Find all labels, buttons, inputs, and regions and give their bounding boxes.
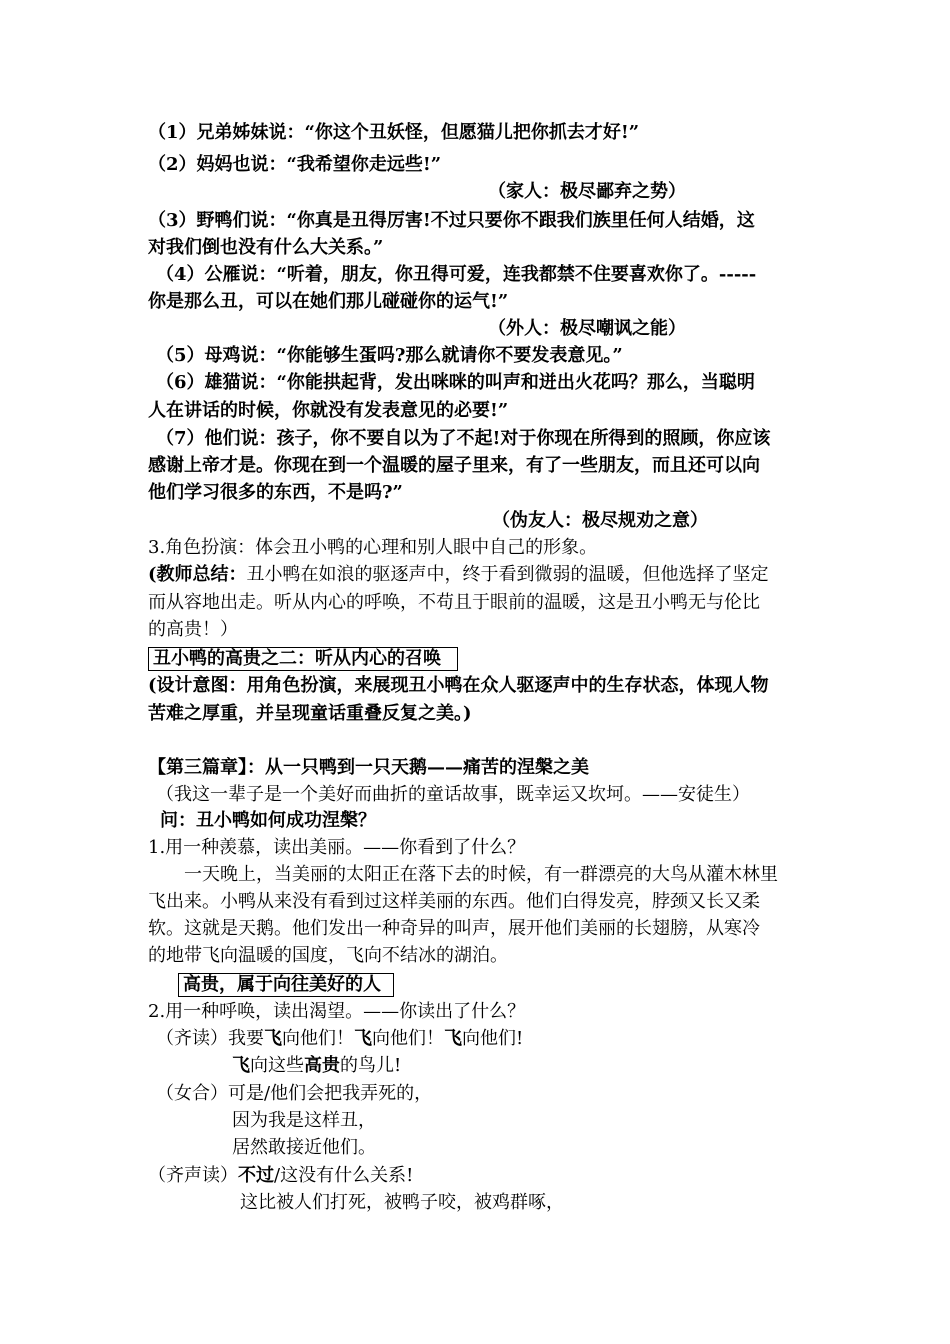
chapter-heading: 【第三篇章】：从一只鸭到一只天鹅——痛苦的涅槃之美 xyxy=(148,757,589,778)
emphasis: 飞 xyxy=(354,1028,372,1049)
passage-line: 飞出来。小鸭从来没有看到过这样美丽的东西。他们白得发亮，脖颈又长又柔 xyxy=(148,891,760,912)
emphasis: 高贵 xyxy=(304,1055,340,1076)
emphasis: 不过 xyxy=(238,1165,274,1186)
emphasis: 飞 xyxy=(232,1055,250,1076)
annotation: （伪友人：极尽规劝之意） xyxy=(492,510,708,531)
text-line: （6）雄猫说：“你能拱起背，发出咪咪的叫声和迸出火花吗？那么，当聪明 xyxy=(156,372,755,393)
quote-line: （我这一辈子是一个美好而曲折的童话故事，既幸运又坎坷。——安徒生） xyxy=(156,784,750,805)
passage-line: 的地带飞向温暖的国度，飞向不结冰的湖泊。 xyxy=(148,945,508,966)
section-box-label: 丑小鸭的高贵之二：听从内心的召唤 xyxy=(148,647,458,671)
reading-text: 向他们！ xyxy=(372,1028,444,1049)
text-line: 的高贵！） xyxy=(148,619,238,640)
emphasis: 飞 xyxy=(444,1028,462,1049)
text-line: （1）兄弟姊妹说：“你这个丑妖怪，但愿猫儿把你抓去才好!” xyxy=(148,122,640,143)
design-intent-line: 苦难之厚重，并呈现童话重叠反复之美。) xyxy=(148,703,472,724)
reading-text: 向他们! xyxy=(462,1028,524,1049)
design-intent-line: (设计意图：用角色扮演，来展现丑小鸭在众人驱逐声中的生存状态，体现人物 xyxy=(148,675,769,696)
text-line: 你是那么丑，可以在她们那儿碰碰你的运气!” xyxy=(148,291,509,312)
teacher-summary-label: (教师总结： xyxy=(148,564,247,585)
text-line: （3）野鸭们说：“你真是丑得厉害!不过只要你不跟我们族里任何人结婚，这 xyxy=(148,210,755,231)
text-line: （5）母鸡说：“你能够生蛋吗?那么就请你不要发表意见。” xyxy=(156,345,623,366)
teacher-summary-line xyxy=(148,564,769,586)
passage-line: 一天晚上，当美丽的太阳正在落下去的时候，有一群漂亮的大鸟从灌木林里 xyxy=(184,864,778,885)
text-line: （2）妈妈也说：“我希望你走远些!” xyxy=(148,154,442,175)
question-line: 问：丑小鸭如何成功涅槃？ xyxy=(160,810,376,831)
reading-role: （齐声读） xyxy=(148,1165,238,1186)
emphasis: 飞 xyxy=(264,1028,282,1049)
annotation: （外人：极尽嘲讽之能） xyxy=(488,318,686,339)
text-line: 感谢上帝才是。你现在到一个温暖的屋子里来，有了一些朋友，而且还可以向 xyxy=(148,455,760,476)
reading-line: 因为我是这样丑， xyxy=(232,1110,376,1131)
text-line: 2.用一种呼唤，读出渴望。——你读出了什么？ xyxy=(148,1001,526,1022)
passage-line: 软。这就是天鹅。他们发出一种奇异的叫声，展开他们美丽的长翅膀，从寒冷 xyxy=(148,918,760,939)
section-box-label: 高贵，属于向往美好的人 xyxy=(178,973,394,997)
text-line: 3.角色扮演：体会丑小鸭的心理和别人眼中自己的形象。 xyxy=(148,537,598,558)
reading-text: 向这些 xyxy=(250,1055,304,1076)
reading-text: 我要 xyxy=(228,1028,264,1049)
section-box xyxy=(178,973,394,997)
teacher-summary-text: 丑小鸭在如浪的驱逐声中，终于看到微弱的温暖，但他选择了坚定 xyxy=(246,564,769,585)
text-line: （7）他们说：孩子，你不要自以为了不起!对于你现在所得到的照顾，你应该 xyxy=(156,428,771,449)
reading-line xyxy=(148,1165,413,1187)
reading-text: 向他们！ xyxy=(282,1028,354,1049)
reading-role: （齐读） xyxy=(156,1028,228,1049)
text-line: （4）公雁说：“听着，朋友，你丑得可爱，连我都禁不住要喜欢你了。----- xyxy=(156,264,757,285)
reading-line xyxy=(232,1055,401,1077)
reading-line: 这比被人们打死，被鸭子咬，被鸡群啄， xyxy=(240,1192,564,1213)
reading-line xyxy=(156,1028,523,1050)
reading-line: （女合）可是/他们会把我弄死的， xyxy=(156,1083,433,1104)
annotation: （家人：极尽鄙弃之势） xyxy=(488,181,686,202)
text-line: 而从容地出走。听从内心的呼唤，不苟且于眼前的温暖，这是丑小鸭无与伦比 xyxy=(148,592,760,613)
reading-line: 居然敢接近他们。 xyxy=(232,1137,376,1158)
reading-text: /这没有什么关系! xyxy=(274,1165,414,1186)
text-line: 人在讲话的时候，你就没有发表意见的必要!” xyxy=(148,400,509,421)
text-line: 1.用一种羡慕，读出美丽。——你看到了什么？ xyxy=(148,837,526,858)
text-line: 对我们倒也没有什么大关系。” xyxy=(148,237,384,258)
text-line: 他们学习很多的东西，不是吗?” xyxy=(148,482,403,503)
reading-text: 的鸟儿! xyxy=(340,1055,402,1076)
section-box xyxy=(148,647,458,671)
